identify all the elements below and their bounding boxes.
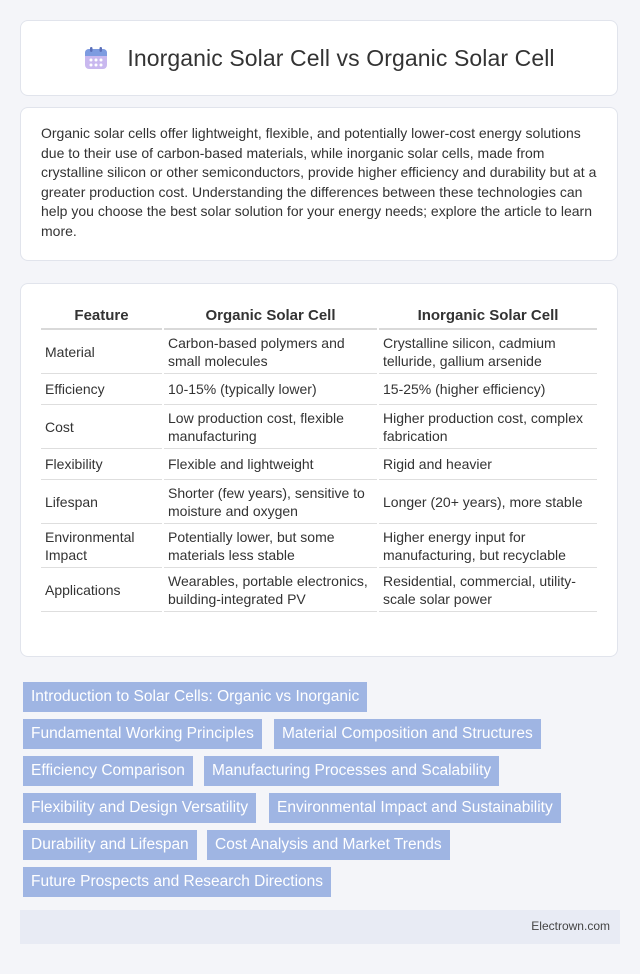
table-cell: Lifespan — [41, 480, 162, 524]
footer-site-link[interactable]: Electrown.com — [531, 919, 610, 933]
table-cell: Higher production cost, complex fabrication — [379, 405, 597, 449]
tag-introduction[interactable]: Introduction to Solar Cells: Organic vs Inorganic — [23, 682, 367, 712]
table-row — [41, 568, 597, 612]
title-card — [20, 20, 618, 96]
footer — [20, 910, 620, 944]
table-cell: 15-25% (higher efficiency) — [379, 374, 597, 405]
table-cell: 10-15% (typically lower) — [164, 374, 377, 405]
table-cell: Material — [41, 330, 162, 374]
column-header-inorganic: Inorganic Solar Cell — [379, 303, 597, 330]
table-cell: Wearables, portable electronics, building-integrated PV — [164, 568, 377, 612]
comparison-table-card — [20, 283, 618, 657]
tag-material-composition[interactable]: Material Composition and Structures — [274, 719, 541, 749]
page-title: Inorganic Solar Cell vs Organic Solar Cell — [127, 44, 555, 71]
intro-card — [20, 107, 618, 261]
tag-efficiency[interactable]: Efficiency Comparison — [23, 756, 193, 786]
table-cell: Carbon-based polymers and small molecules — [164, 330, 377, 374]
table-row — [41, 374, 597, 405]
table-header-row — [41, 303, 597, 330]
tag-flexibility[interactable]: Flexibility and Design Versatility — [23, 793, 256, 823]
intro-text: Organic solar cells offer lightweight, flexible, and potentially lower-cost energy solutions due to their use of carbon-based materials, while inorganic solar cells, made from crystalline silicon or other semiconductors, provide higher efficiency and durability but at a greater production cost. Understanding the differences between these technologies can help you choose the best solar solution for your energy needs; explore the article to learn more. — [41, 125, 597, 239]
table-cell: Potentially lower, but some materials less stable — [164, 524, 377, 568]
table-cell: Crystalline silicon, cadmium telluride, gallium arsenide — [379, 330, 597, 374]
table-cell: Cost — [41, 405, 162, 449]
table-row — [41, 405, 597, 449]
table-cell: Applications — [41, 568, 162, 612]
comparison-table — [39, 303, 599, 612]
table-cell: Environmental Impact — [41, 524, 162, 568]
table-row — [41, 449, 597, 480]
tag-working-principles[interactable]: Fundamental Working Principles — [23, 719, 262, 749]
table-cell: Flexible and lightweight — [164, 449, 377, 480]
table-cell: Higher energy input for manufacturing, but recyclable — [379, 524, 597, 568]
column-header-organic: Organic Solar Cell — [164, 303, 377, 330]
table-cell: Longer (20+ years), more stable — [379, 480, 597, 524]
table-cell: Low production cost, flexible manufacturing — [164, 405, 377, 449]
table-row — [41, 330, 597, 374]
tag-environmental-impact[interactable]: Environmental Impact and Sustainability — [269, 793, 561, 823]
table-cell: Flexibility — [41, 449, 162, 480]
tag-manufacturing[interactable]: Manufacturing Processes and Scalability — [204, 756, 499, 786]
table-row — [41, 524, 597, 568]
tag-future-prospects[interactable]: Future Prospects and Research Directions — [23, 867, 331, 897]
column-header-feature: Feature — [41, 303, 162, 330]
tag-cost-analysis[interactable]: Cost Analysis and Market Trends — [207, 830, 450, 860]
table-row — [41, 480, 597, 524]
tag-durability[interactable]: Durability and Lifespan — [23, 830, 197, 860]
table-cell: Efficiency — [41, 374, 162, 405]
table-cell: Shorter (few years), sensitive to moisture and oxygen — [164, 480, 377, 524]
table-cell: Rigid and heavier — [379, 449, 597, 480]
table-cell: Residential, commercial, utility-scale solar power — [379, 568, 597, 612]
calendar-icon — [83, 45, 109, 71]
